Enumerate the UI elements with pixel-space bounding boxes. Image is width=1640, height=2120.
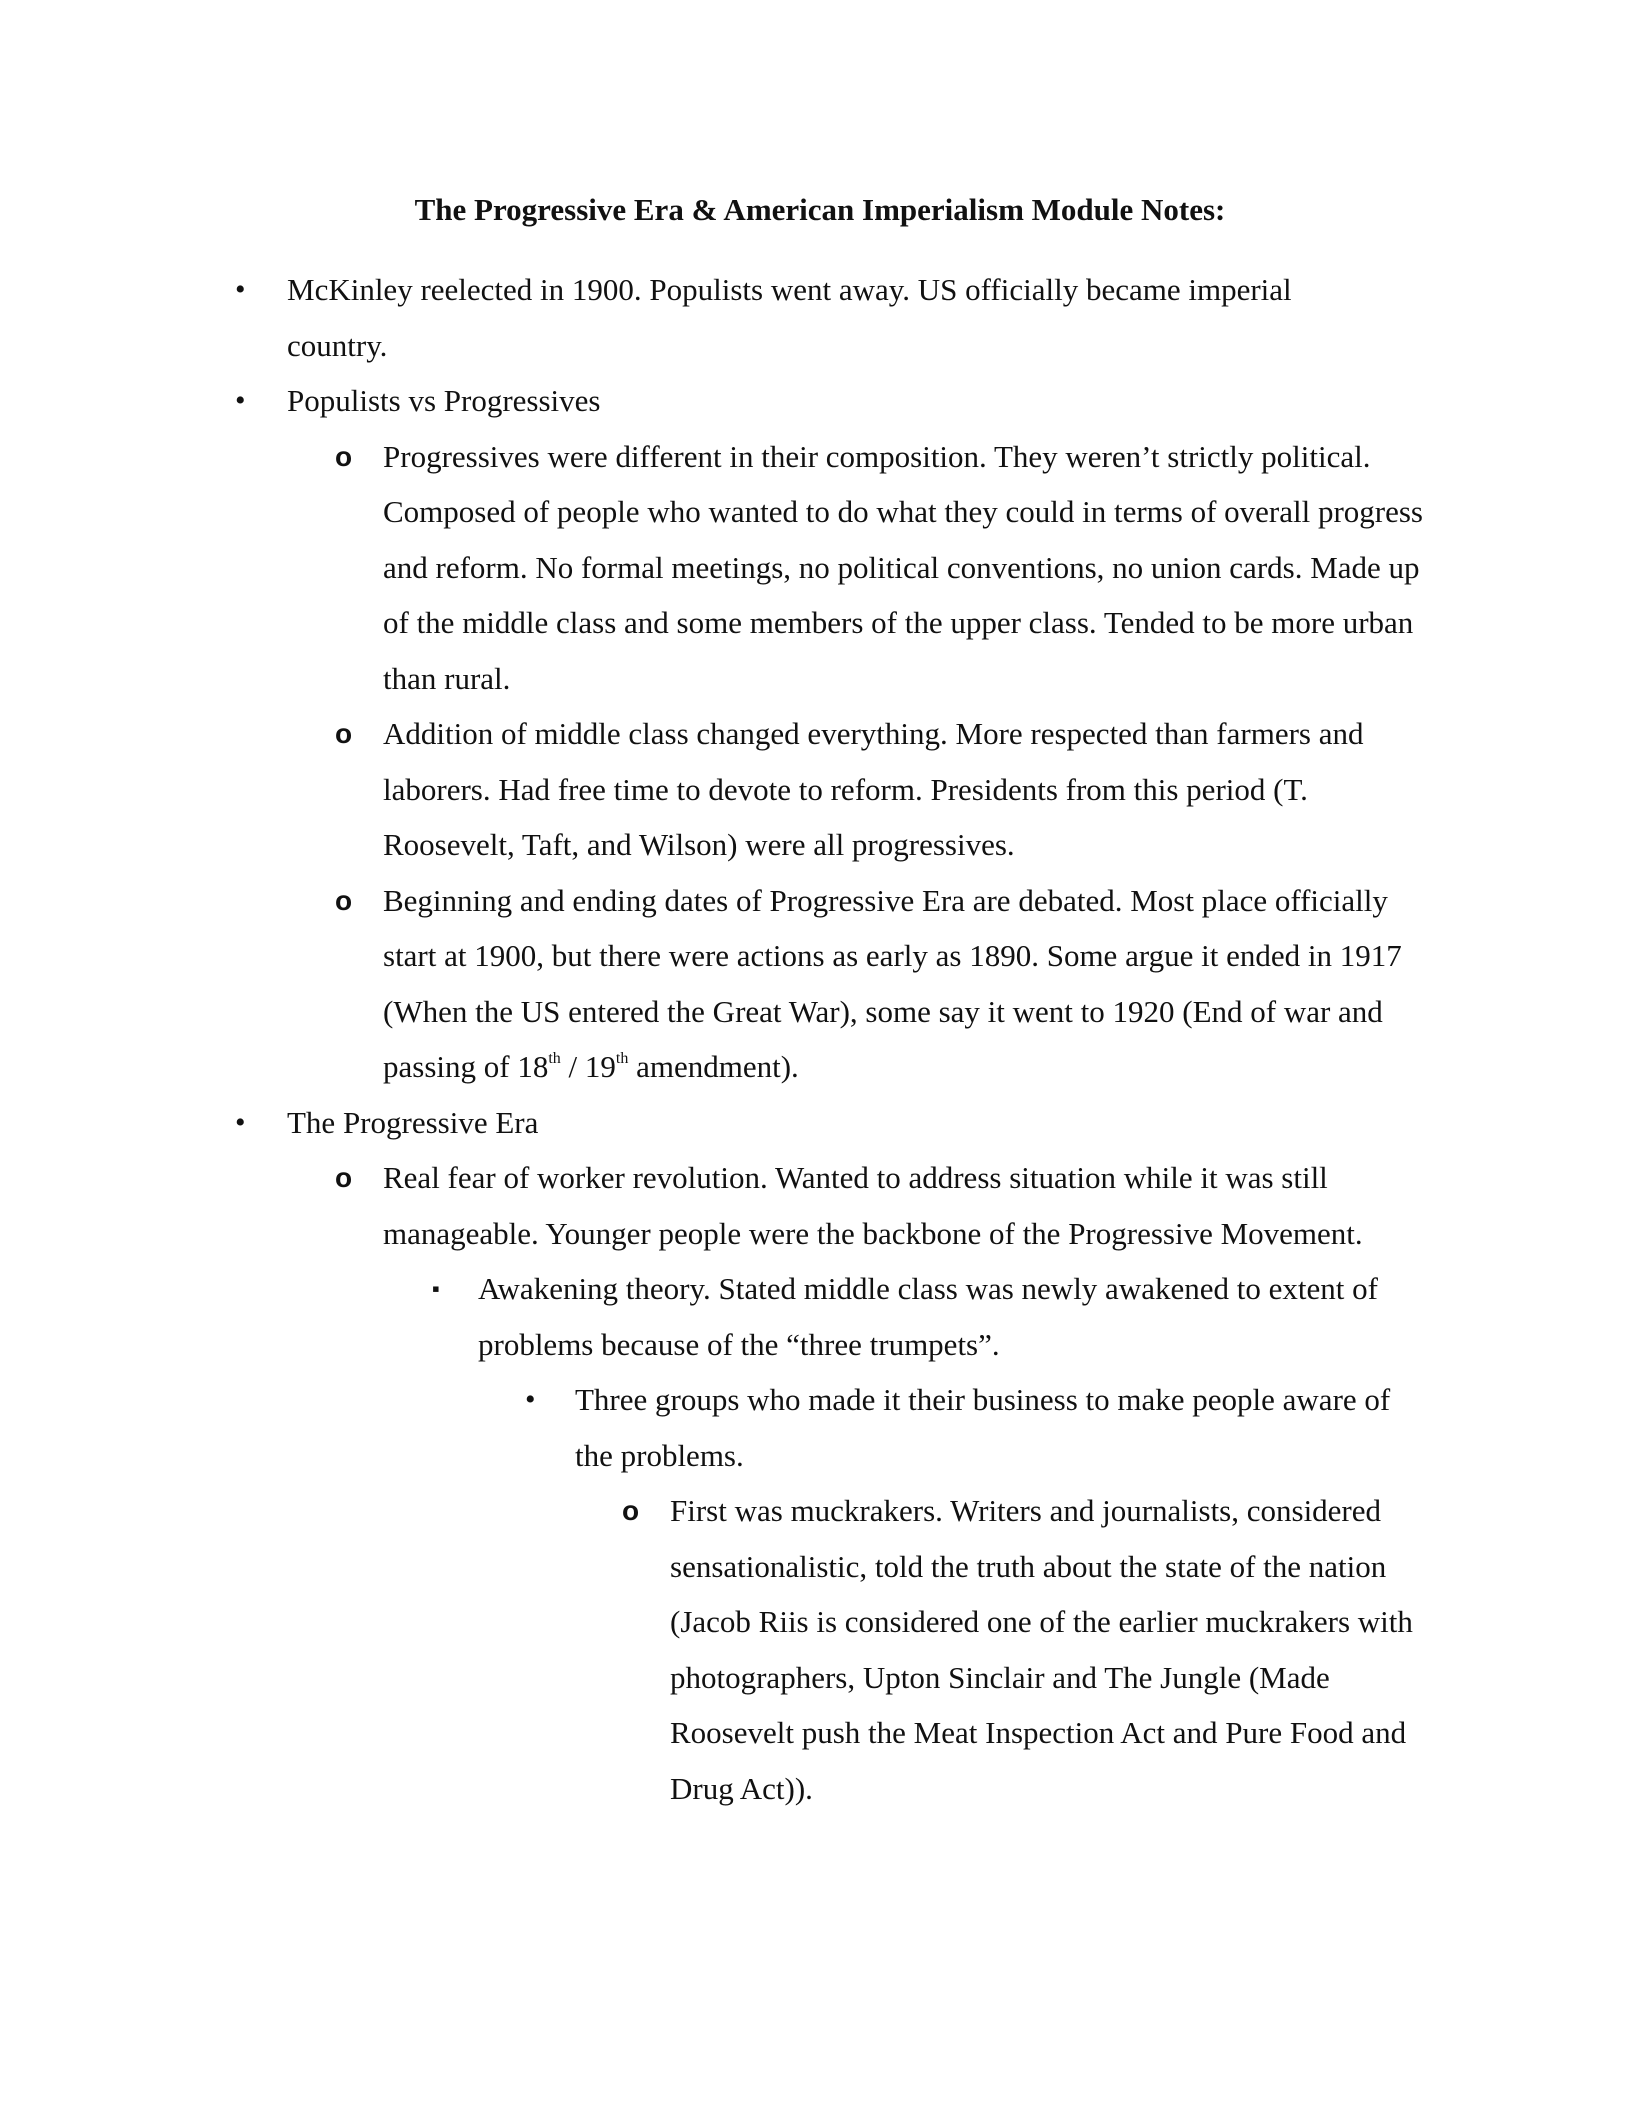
list-item: [235, 1095, 1367, 1151]
ordinal-suffix: th: [615, 1050, 629, 1067]
list-item-text: The Progressive Era: [287, 1104, 539, 1140]
notes-list: [0, 262, 1640, 1816]
list-item: [335, 429, 1443, 707]
list-item: [525, 1372, 1435, 1483]
list-item-text: Progressives were different in their composition. They weren’t strictly political. Composed of people who wanted to do what they could in terms of overall progress and reform. No formal meetings, no political conventions, no union cards. Made up of the middle class and some members of the upper class. Tended to be more urban than rural.: [383, 438, 1423, 696]
list-item-text: [383, 873, 1443, 1095]
list-item-text: Addition of middle class changed everything. More respected than farmers and laborers. Had free time to devote to reform. Presidents from this period (T. Roosevelt, Taft, and Wilson) were all progressives.: [383, 716, 1364, 862]
square-bullet-icon: ▪: [432, 1276, 440, 1301]
list-item-text-part: / 19: [560, 1049, 616, 1084]
list-item-text: Awakening theory. Stated middle class was newly awakened to extent of problems because of the “three trumpets”.: [478, 1271, 1378, 1362]
list-item: [335, 706, 1443, 873]
list-item: [235, 373, 1367, 429]
list-item: [432, 1261, 1438, 1372]
circle-bullet-icon: o: [335, 440, 353, 472]
list-item-text: McKinley reelected in 1900. Populists went away. US officially became imperial country.: [287, 272, 1292, 363]
list-item: [335, 873, 1443, 1095]
document-title: [0, 190, 1640, 230]
list-item: [622, 1483, 1440, 1816]
circle-bullet-icon: o: [335, 718, 353, 749]
bullet-icon: •: [235, 273, 246, 306]
document-title-text: The Progressive Era & American Imperialism Module Notes:: [414, 192, 1226, 227]
bullet-icon: •: [235, 384, 246, 417]
list-item-text-part: Beginning and ending dates of Progressive Era are debated. Most place officially start at 1900, but there were actions as early as 1890. Some argue it ended in 1917 (When the US entered the Great War), some say it went to 1920 (End of war and passing of 18: [383, 882, 1402, 1084]
list-item-text: Three groups who made it their business to make people aware of the problems.: [575, 1382, 1391, 1473]
circle-bullet-icon: o: [622, 1495, 640, 1526]
list-item: [335, 1150, 1443, 1261]
list-item: [235, 262, 1367, 373]
list-item-text: First was muckrakers. Writers and journalists, considered sensationalistic, told the truth about the state of the nation (Jacob Riis is considered one of the earlier muckrakers with photographers, Upton Sinclair and The Jungle (Made Roosevelt push the Meat Inspection Act and Pure Food and Drug Act)).: [670, 1493, 1413, 1806]
circle-bullet-icon: o: [335, 884, 353, 916]
bullet-icon: •: [235, 1105, 246, 1139]
list-item-text: Populists vs Progressives: [287, 383, 601, 418]
list-item-text: Real fear of worker revolution. Wanted to address situation while it was still manageable. Younger people were the backbone of the Progressive Movement.: [383, 1160, 1363, 1251]
list-item-text-part: amendment).: [628, 1049, 799, 1084]
ordinal-suffix: th: [548, 1050, 561, 1067]
circle-bullet-icon: o: [335, 1162, 353, 1193]
bullet-icon: •: [525, 1383, 536, 1416]
